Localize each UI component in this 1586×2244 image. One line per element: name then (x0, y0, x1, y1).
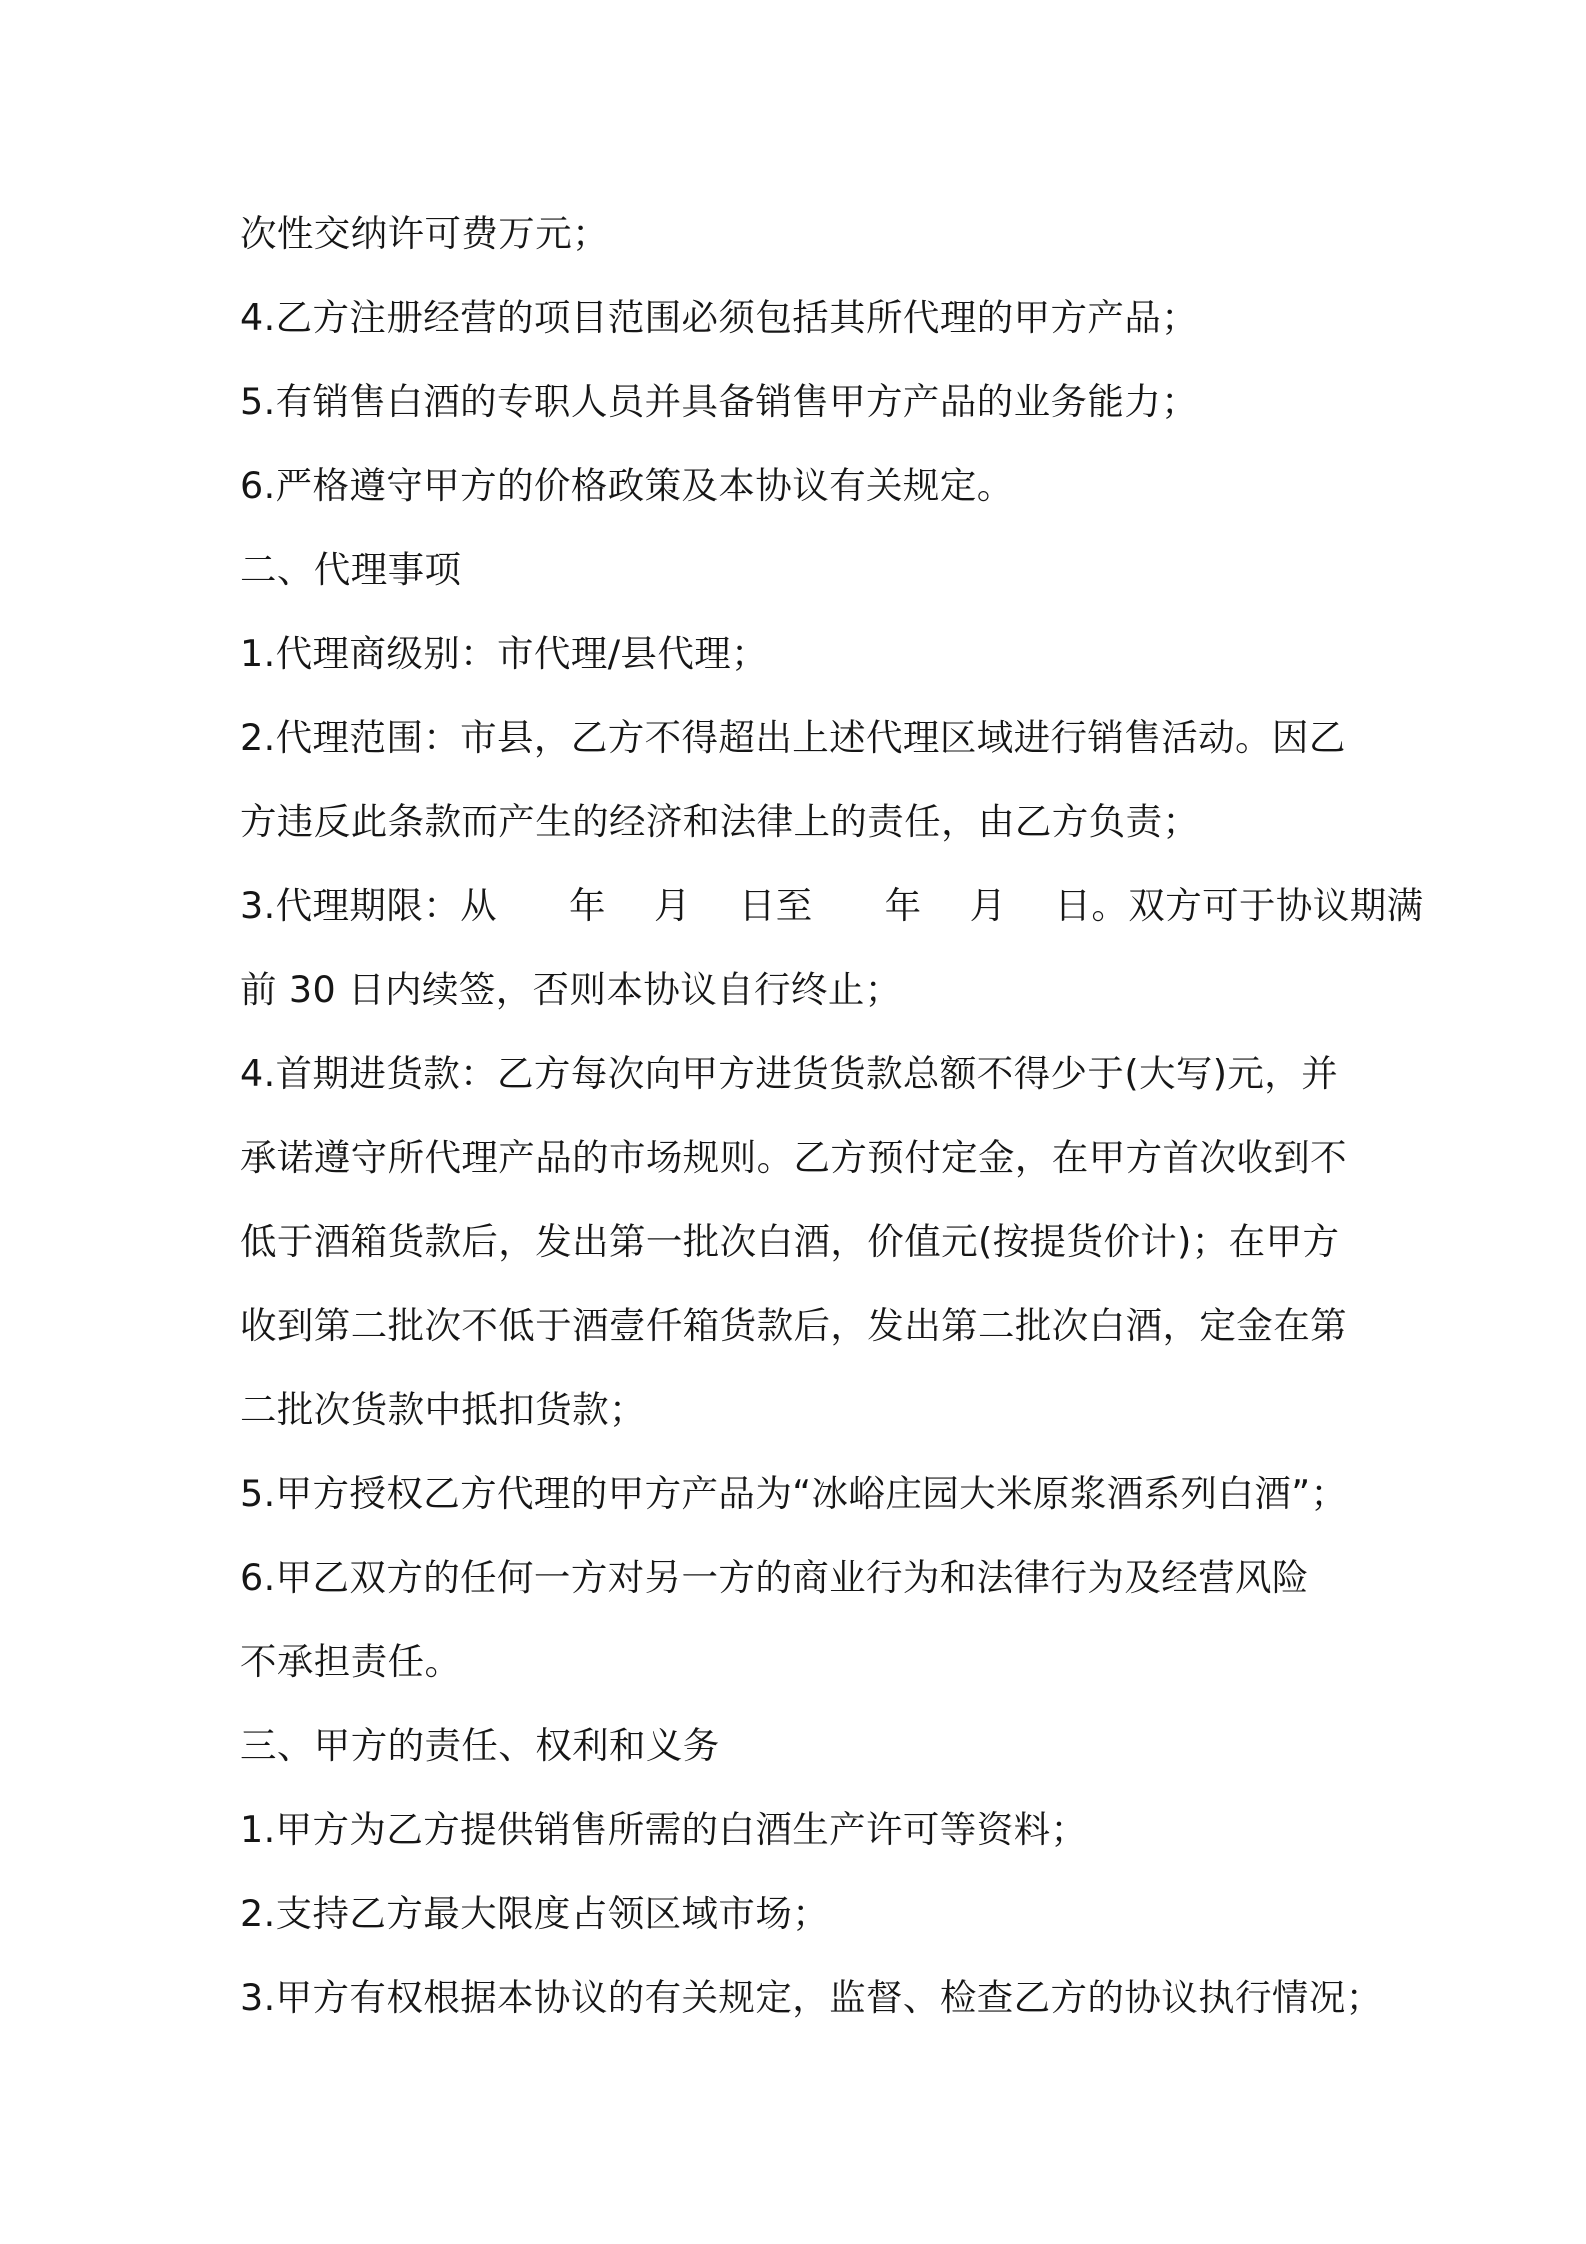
document-body (240, 192, 1424, 2040)
section-heading: 三、甲方的责任、权利和义务 (240, 1724, 720, 1767)
section-heading: 二、代理事项 (240, 548, 462, 591)
text-line: 1.代理商级别：市代理/县代理； (240, 632, 769, 675)
text-line: 次性交纳许可费万元； (240, 212, 609, 255)
text-line: 4.乙方注册经营的项目范围必须包括其所代理的甲方产品； (240, 296, 1199, 339)
text-line: 2.代理范围：市县，乙方不得超出上述代理区域进行销售活动。因乙 (240, 716, 1346, 759)
text-line: 2.支持乙方最大限度占领区域市场； (240, 1892, 830, 1935)
text-line: 6.甲乙双方的任何一方对另一方的商业行为和法律行为及经营风险 (240, 1556, 1309, 1599)
text-line: 不承担责任。 (240, 1640, 462, 1683)
text-line: 6.严格遵守甲方的价格政策及本协议有关规定。 (240, 464, 1014, 507)
text-line: 5.甲方授权乙方代理的甲方产品为“冰峪庄园大米原浆酒系列白酒”； (240, 1472, 1348, 1515)
text-line: 1.甲方为乙方提供销售所需的白酒生产许可等资料； (240, 1808, 1088, 1851)
text-line: 3.代理期限：从 年 月 日至 年 月 日。双方可于协议期满 (240, 884, 1424, 927)
text-line: 5.有销售白酒的专职人员并具备销售甲方产品的业务能力； (240, 380, 1199, 423)
text-line: 3.甲方有权根据本协议的有关规定，监督、检查乙方的协议执行情况； (240, 1976, 1383, 2019)
text-line: 收到第二批次不低于酒壹仟箱货款后，发出第二批次白酒，定金在第 (240, 1304, 1347, 1347)
text-line: 前 30 日内续签，否则本协议自行终止； (240, 968, 902, 1011)
text-line: 低于酒箱货款后，发出第一批次白酒，价值元(按提货价计)；在甲方 (240, 1220, 1340, 1263)
text-line: 二批次货款中抵扣货款； (240, 1388, 646, 1431)
text-line: 承诺遵守所代理产品的市场规则。乙方预付定金，在甲方首次收到不 (240, 1136, 1347, 1179)
text-line: 方违反此条款而产生的经济和法律上的责任，由乙方负责； (240, 800, 1200, 843)
text-line: 4.首期进货款：乙方每次向甲方进货货款总额不得少于(大写)元，并 (240, 1052, 1339, 1095)
